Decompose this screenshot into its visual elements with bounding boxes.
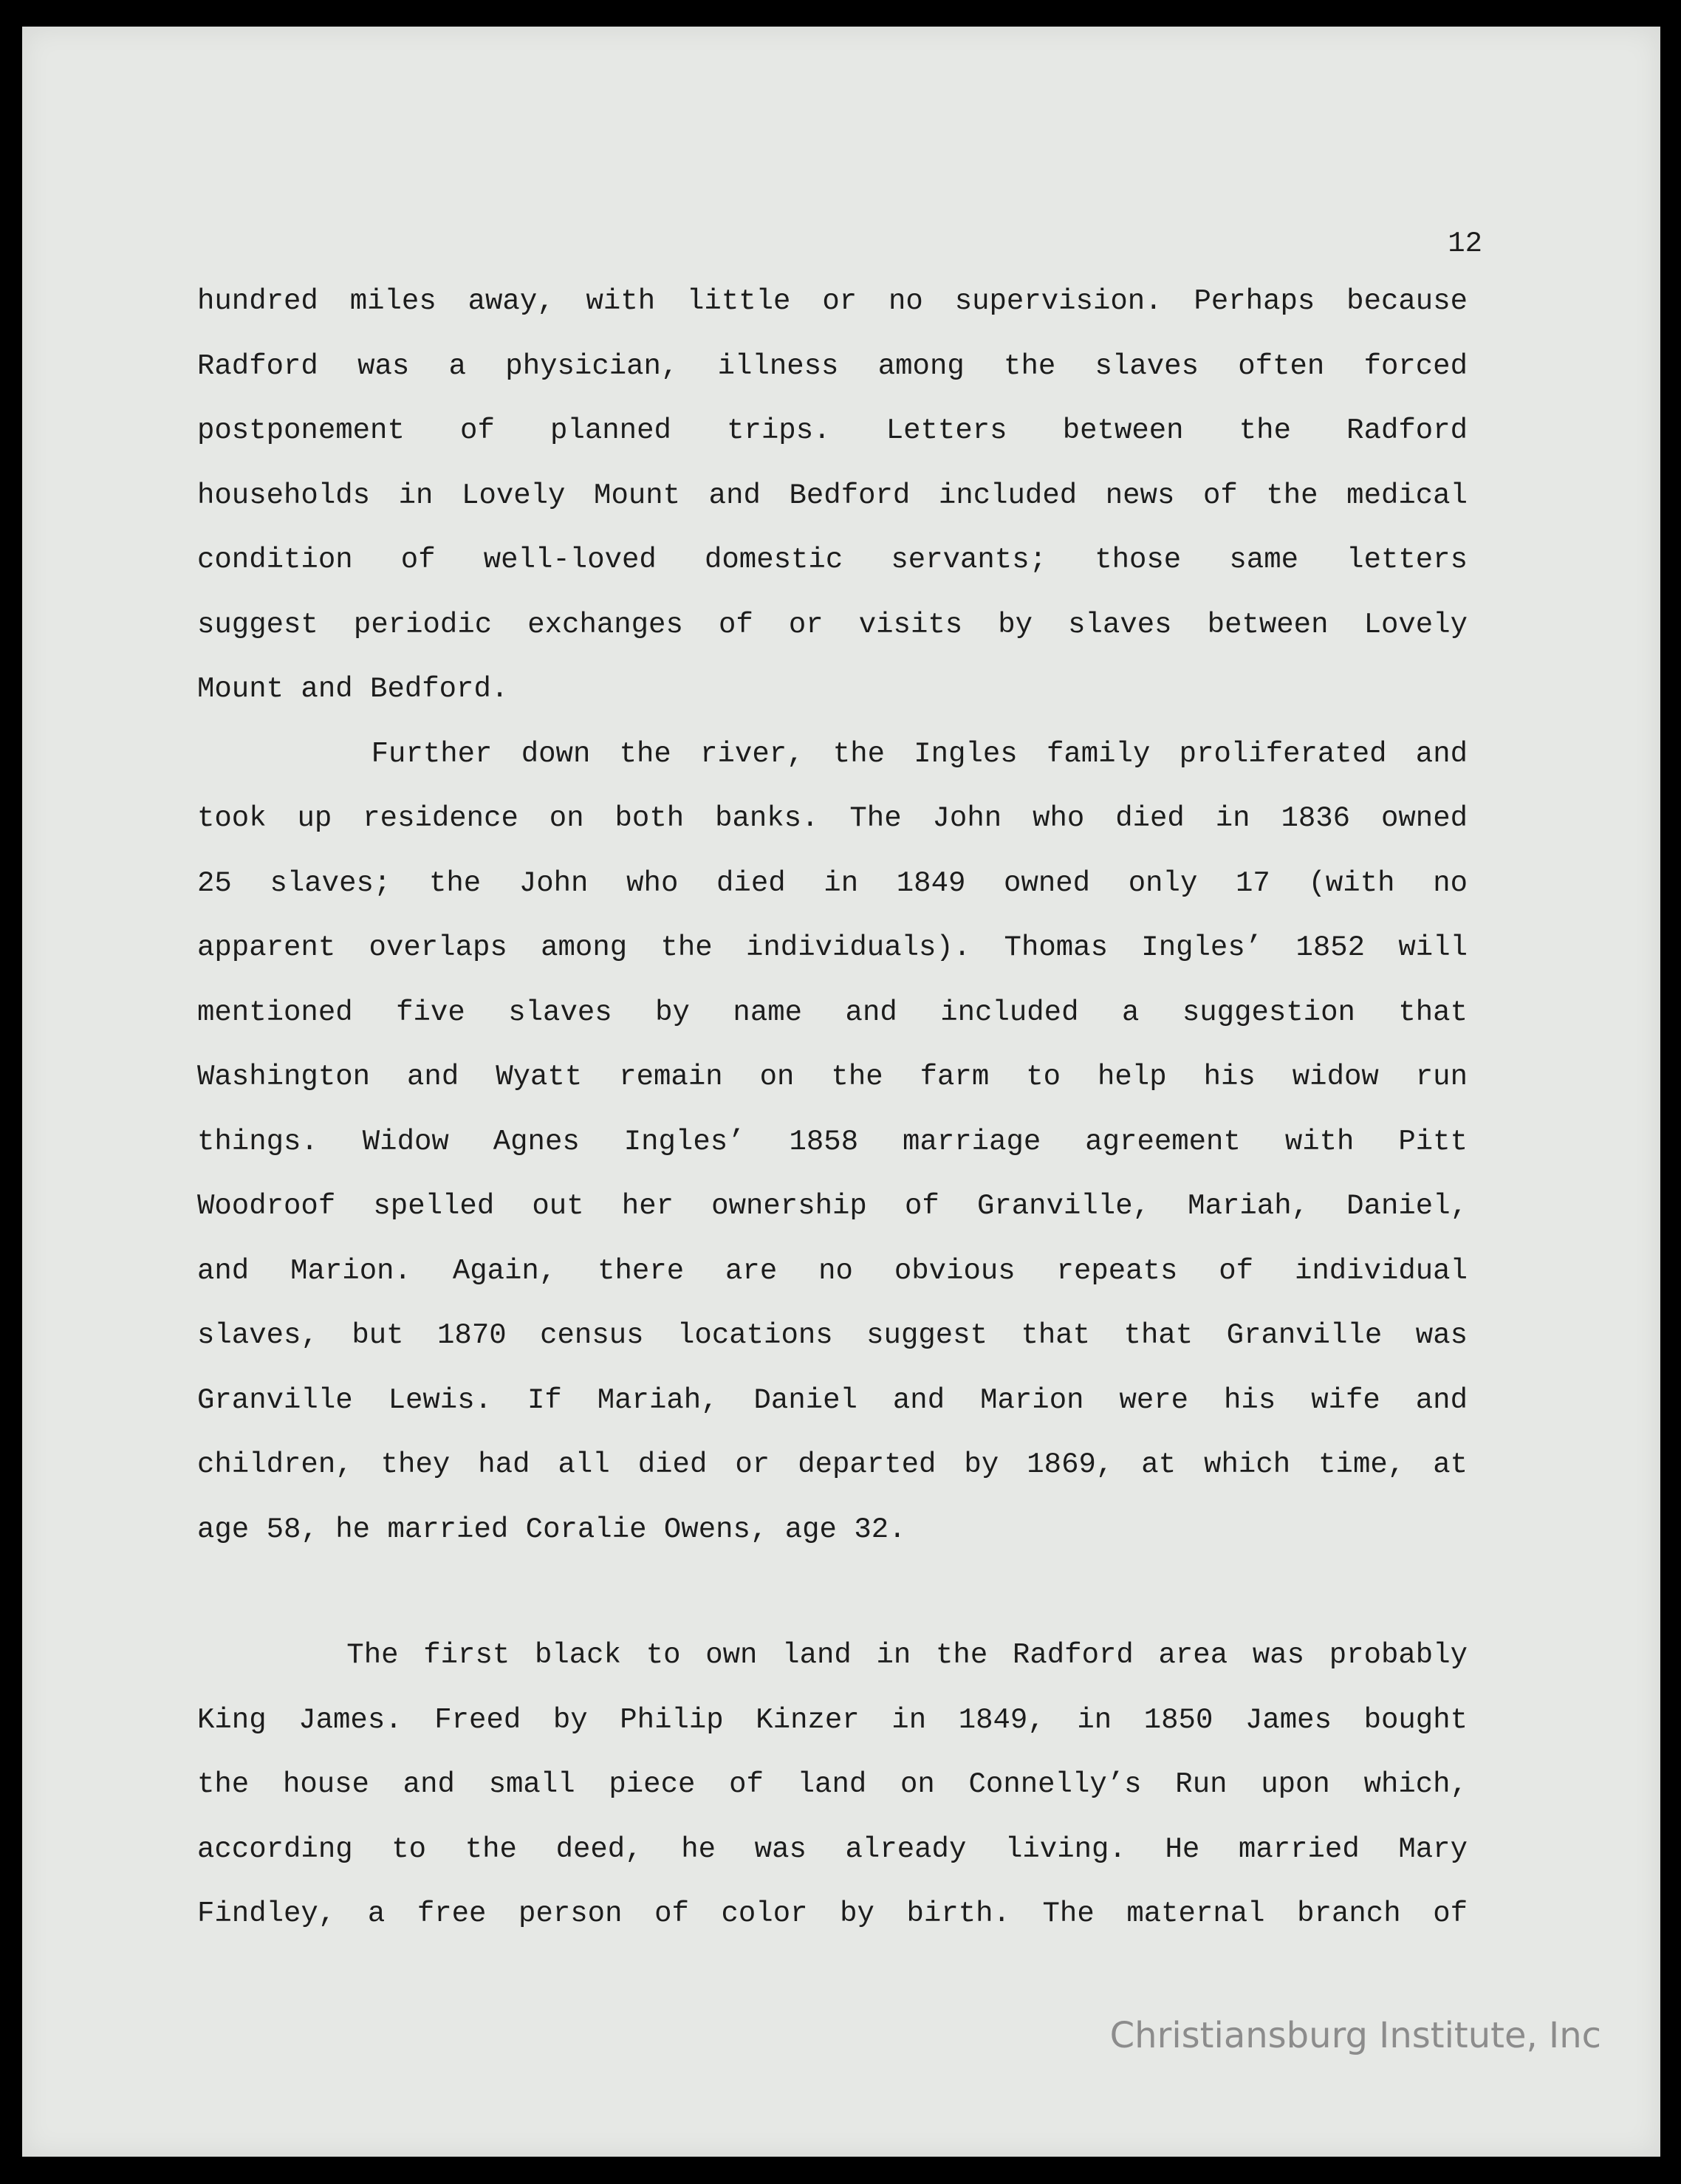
text-line: 25 slaves; the John who died in 1849 owned only 17 (with no xyxy=(197,866,1468,900)
text-line: apparent overlaps among the individuals). Thomas Ingles’ 1852 will xyxy=(197,931,1468,964)
text-line: Findley, a free person of color by birth. The maternal branch of xyxy=(197,1897,1468,1930)
text-line: The first black to own land in the Radford area was probably xyxy=(197,1639,1468,1671)
watermark: Christiansburg Institute, Inc xyxy=(1109,2015,1601,2056)
text-line: children, they had all died or departed by 1869, at which time, at xyxy=(197,1448,1468,1481)
text-line: took up residence on both banks. The John who died in 1836 owned xyxy=(197,802,1468,835)
text-line: hundred miles away, with little or no supervision. Perhaps because xyxy=(197,285,1468,318)
page-number: 12 xyxy=(1448,227,1482,260)
text-line: age 58, he married Coralie Owens, age 32. xyxy=(197,1513,906,1546)
text-line: suggest periodic exchanges of or visits by slaves between Lovely xyxy=(197,608,1468,641)
text-line: things. Widow Agnes Ingles’ 1858 marriage agreement with Pitt xyxy=(197,1125,1468,1158)
paragraph-1 xyxy=(197,279,1468,732)
text-line: postponement of planned trips. Letters between the Radford xyxy=(197,414,1468,447)
paragraph-3 xyxy=(197,1633,1468,1957)
text-line: the house and small piece of land on Connelly’s Run upon which, xyxy=(197,1768,1468,1801)
text-line: Mount and Bedford. xyxy=(197,673,509,705)
text-line: Granville Lewis. If Mariah, Daniel and Marion were his wife and xyxy=(197,1383,1468,1417)
text-line: Radford was a physician, illness among the slaves often forced xyxy=(197,349,1468,383)
text-line: condition of well-loved domestic servants; those same letters xyxy=(197,544,1468,576)
text-line: Washington and Wyatt remain on the farm to help his widow run xyxy=(197,1061,1468,1093)
text-line: mentioned five slaves by name and included a suggestion that xyxy=(197,996,1468,1029)
text-line: and Marion. Again, there are no obvious repeats of individual xyxy=(197,1254,1468,1287)
text-line: Woodroof spelled out her ownership of Granville, Mariah, Daniel, xyxy=(197,1190,1468,1222)
text-line: households in Lovely Mount and Bedford included news of the medical xyxy=(197,479,1468,512)
text-line: Further down the river, the Ingles family proliferated and xyxy=(197,737,1468,770)
text-line: slaves, but 1870 census locations suggest that that Granville was xyxy=(197,1319,1468,1352)
text-line: King James. Freed by Philip Kinzer in 1849, in 1850 James bought xyxy=(197,1703,1468,1736)
document-body xyxy=(197,279,1468,1957)
paragraph-gap xyxy=(197,1572,1468,1633)
text-line: according to the deed, he was already living. He married Mary xyxy=(197,1832,1468,1866)
paragraph-2 xyxy=(197,732,1468,1572)
